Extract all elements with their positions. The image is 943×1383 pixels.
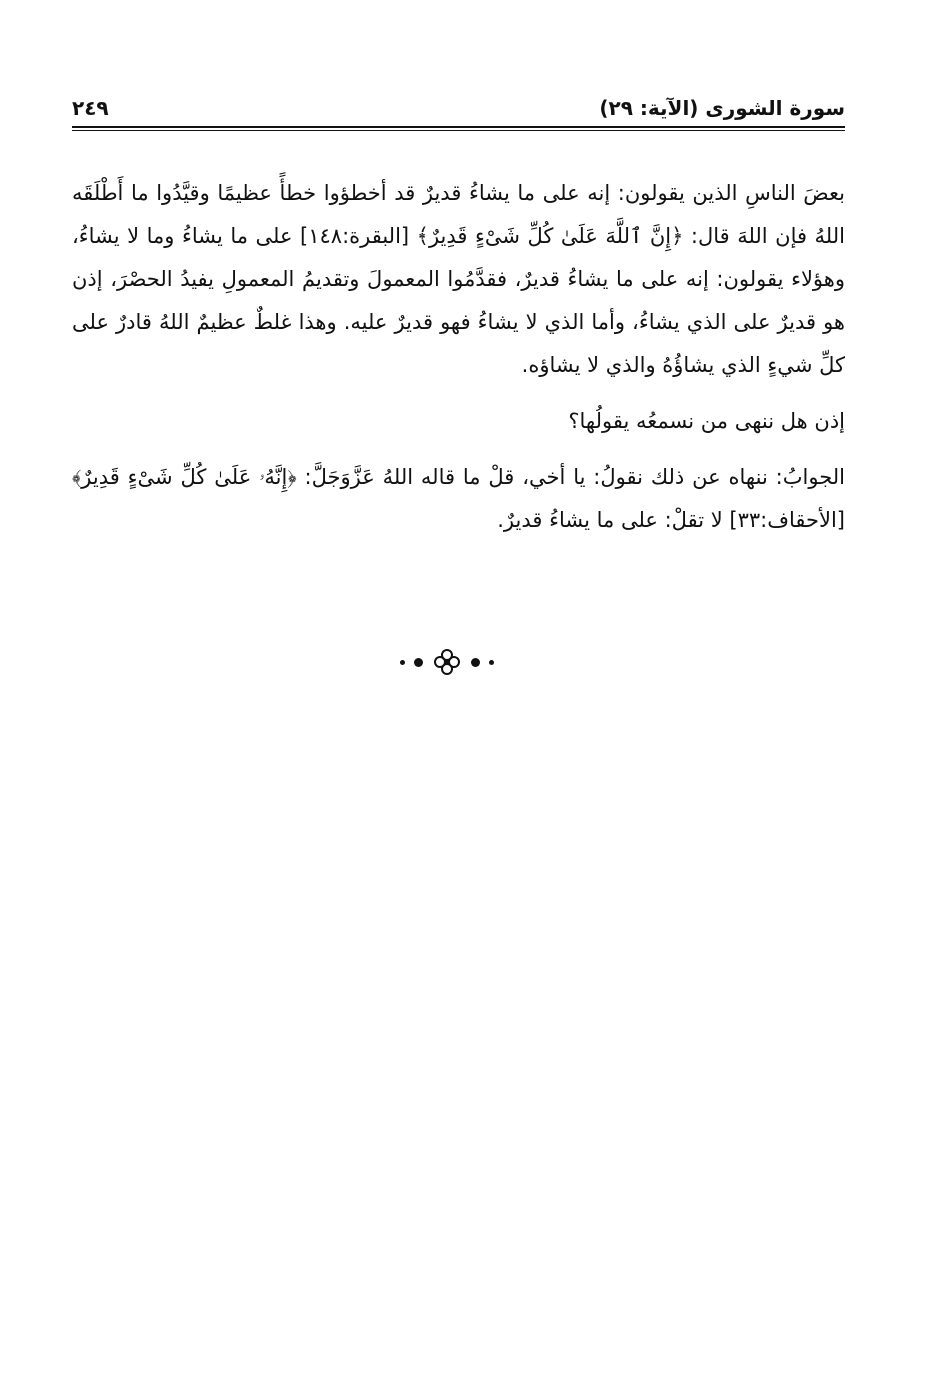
ornament-icon: [432, 647, 462, 677]
paragraph-3: الجوابُ: ننهاه عن ذلك نقولُ: يا أخي، قلْ ما قاله اللهُ عَزَّوَجَلَّ: ﴿إِنَّهُۥ عَلَىٰ كُلِّ شَىْءٍ قَدِيرٌ﴾ [الأحقاف:٣٣] لا تقلْ: على ما يشاءُ قديرٌ.: [72, 465, 845, 532]
running-head: سورة الشورى (الآية: ٢٩): [599, 96, 845, 120]
section-divider: [372, 644, 522, 680]
header-rule: [72, 126, 845, 131]
paragraph-2: إذن هل ننهى من نسمعُه يقولُها؟: [568, 409, 845, 433]
page-header: [72, 88, 845, 128]
paragraph-1: بعضَ الناسِ الذين يقولون: إنه على ما يشاءُ قديرٌ قد أخطؤوا خطأً عظيمًا وقيَّدُوا ما أَطْلَقَه اللهُ فإن اللهَ قال: ﴿إِنَّ ٱللَّهَ عَلَىٰ كُلِّ شَىْءٍ قَدِيرٌ﴾ [البقرة:١٤٨] على ما يشاءُ وما لا يشاءُ، وهؤلاء يقولون: إنه على ما يشاءُ قديرٌ، فقدَّمُوا المعمولَ وتقديمُ المعمولِ يفيدُ الحصْرَ، إذن هو قديرٌ على الذي يشاءُ، وأما الذي لا يشاءُ فهو قديرٌ عليه. وهذا غلطٌ عظيمٌ اللهُ قادرٌ على كلِّ شيءٍ الذي يشاؤُهُ والذي لا يشاؤه.: [72, 181, 845, 377]
body-text: [72, 172, 845, 542]
divider-dot: [414, 658, 423, 667]
divider-dot: [400, 660, 405, 665]
divider-dot: [489, 660, 494, 665]
page-number: ٢٤٩: [72, 96, 109, 120]
divider-dot: [471, 658, 480, 667]
